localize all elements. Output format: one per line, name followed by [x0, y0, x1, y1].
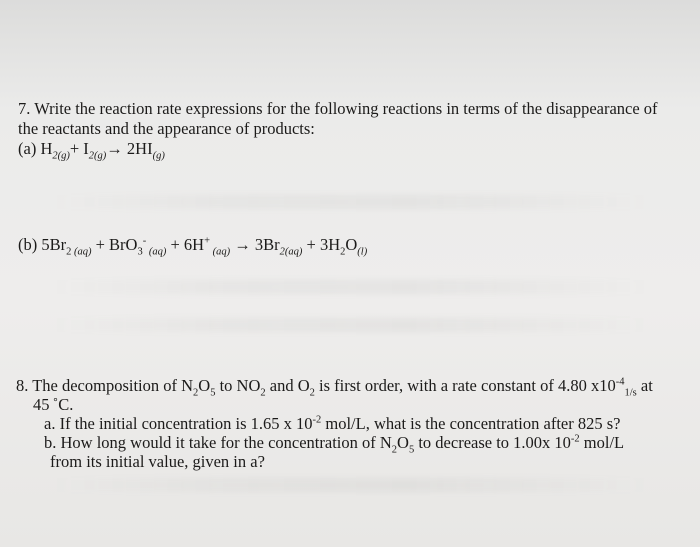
reaction-b: (b) $5Br_2$ $_{(aq)}$ + BrO$_3$- $_{(aq)}$ + 6H+ $_{(aq)} \to 3Br_{2(aq)} + 3H_2O_{(l)}$ — [18, 235, 368, 258]
question-8-temperature: 45 ˚C. — [33, 395, 74, 414]
show-through-text — [50, 478, 650, 492]
show-through-text — [50, 318, 650, 332]
question-7-prompt-line-2: the reactants and the appearance of products: — [18, 119, 315, 138]
show-through-text — [50, 195, 650, 209]
question-8-prompt: 8. The decomposition of $N_2O_5$ to $NO_2$ and $O_2$ is first order, with a rate constant of 4.80 $x10^{-4}_{1/s}$ at — [16, 376, 653, 399]
question-7-prompt-line-1: 7. Write the reaction rate expressions for the following reactions in terms of the disappearance of — [18, 99, 658, 118]
show-through-text — [50, 280, 650, 294]
question-8b-continued: from its initial value, given in a? — [50, 452, 265, 471]
question-8b: b. How long would it take for the concentration of $N_2O_5$ to decrease to 1.00x $10^{-2}$ mol/L — [44, 433, 625, 456]
question-8a: a. If the initial concentration is 1.65 x $10^{-2}$ mol/L, what is the concentration after 825 s? — [44, 414, 621, 433]
reaction-a: (a) $H_{2(g)}+ I_{2(g)}\to 2HI_{(g)}$ — [18, 139, 165, 162]
